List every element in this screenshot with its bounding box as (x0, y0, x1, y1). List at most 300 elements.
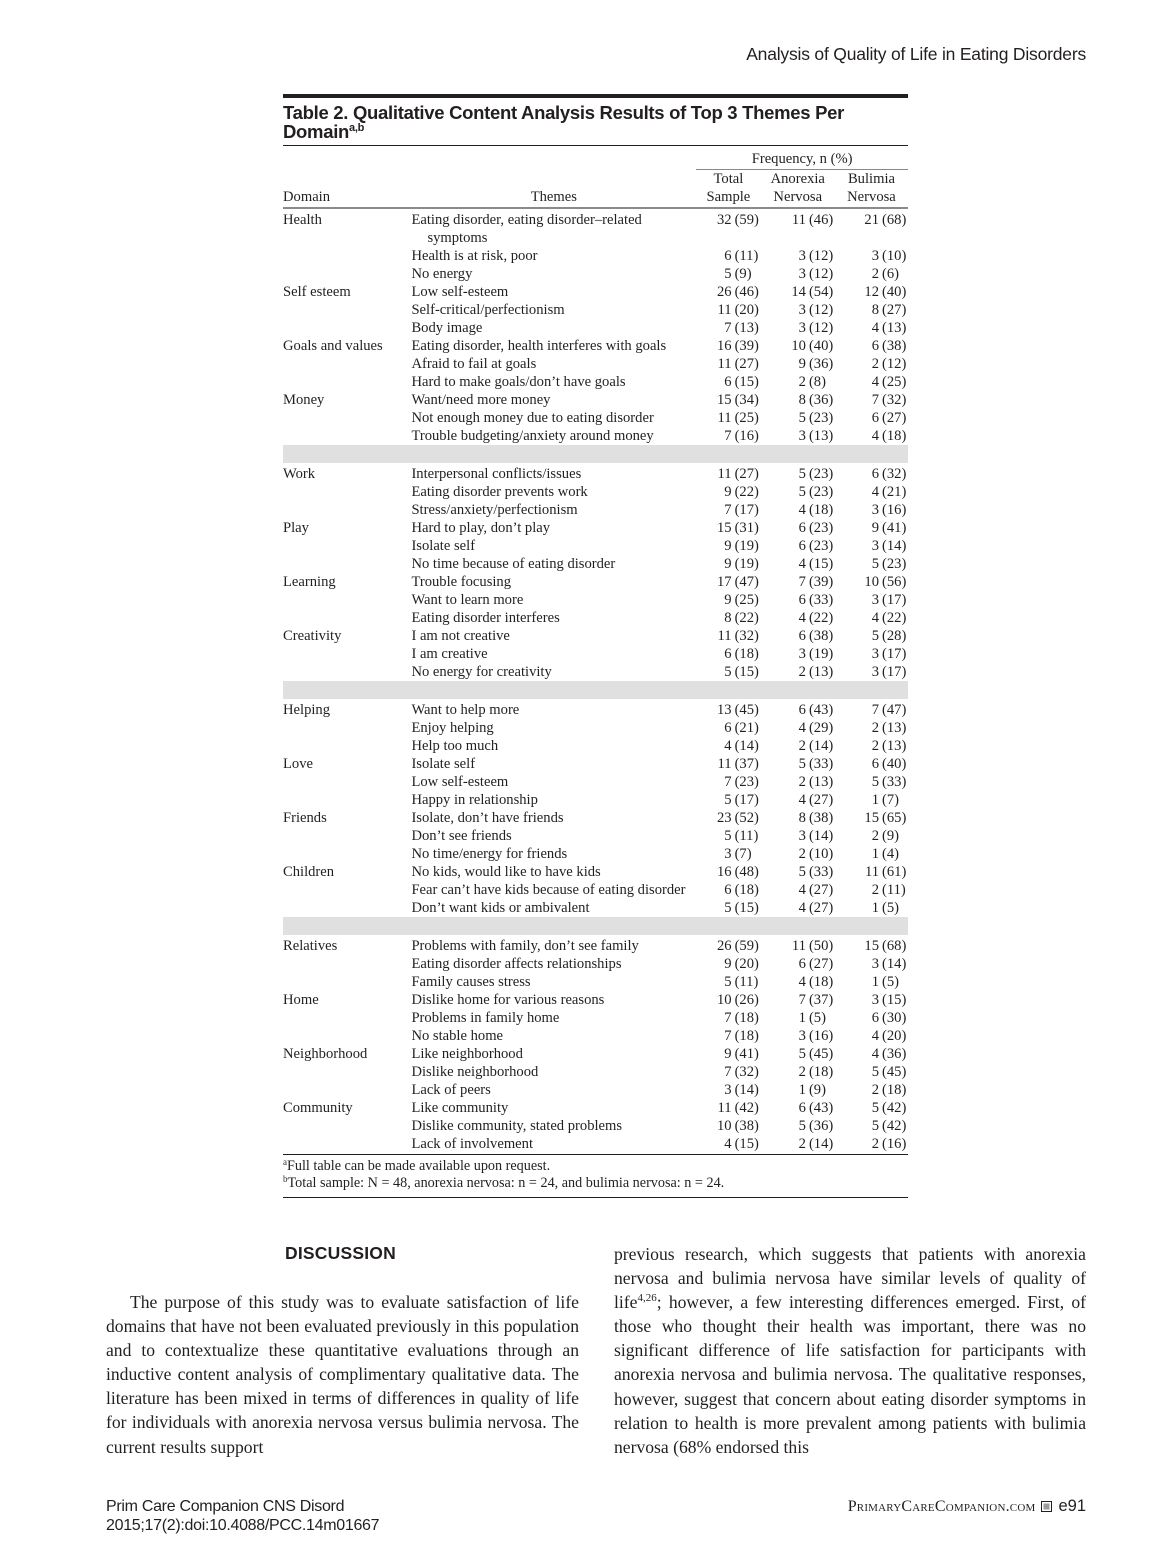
count: 7 (798, 574, 806, 590)
theme-text: Family causes stress (411, 974, 531, 990)
discussion-right-column (614, 1242, 1086, 1459)
percent: (56) (882, 574, 907, 590)
theme-cell (411, 519, 696, 537)
domain-cell (283, 955, 411, 973)
count: 6 (871, 1010, 879, 1026)
count: 15 (716, 392, 732, 408)
domain-cell (283, 1117, 411, 1135)
percent: (16) (882, 1136, 907, 1152)
count: 7 (724, 774, 732, 790)
count: 4 (798, 792, 806, 808)
note-text: Total sample: N = 48, anorexia nervosa: n = 24, and bulimia nervosa: n = 24. (287, 1175, 725, 1191)
count: 10 (716, 992, 732, 1008)
frequency-cell (835, 265, 908, 283)
frequency-cell (696, 208, 760, 247)
percent: (34) (734, 392, 759, 408)
count: 3 (798, 428, 806, 444)
count: 3 (871, 592, 879, 608)
theme-text: Don’t see friends (411, 828, 512, 844)
frequency-cell (696, 1117, 760, 1135)
count: 4 (798, 502, 806, 518)
table-row (283, 737, 908, 755)
count: 7 (724, 1010, 732, 1026)
theme-text: Isolate self (411, 538, 476, 554)
bulimia-header-line2: Nervosa (847, 189, 896, 205)
count: 11 (864, 864, 879, 880)
percent: (27) (808, 792, 834, 808)
frequency-cell (696, 555, 760, 573)
frequency-cell (696, 1045, 760, 1063)
percent: (10) (808, 846, 834, 862)
frequency-cell (835, 501, 908, 519)
frequency-cell (835, 955, 908, 973)
count: 6 (724, 882, 732, 898)
anorexia-header-line1: Anorexia (770, 171, 825, 187)
count: 4 (724, 738, 732, 754)
percent: (14) (808, 828, 834, 844)
count: 6 (871, 756, 879, 772)
domain-cell (283, 773, 411, 791)
count: 4 (798, 556, 806, 572)
theme-cell (411, 1063, 696, 1081)
count: 17 (716, 574, 732, 590)
domain-cell (283, 555, 411, 573)
frequency-cell (696, 283, 760, 301)
count: 4 (871, 1028, 879, 1044)
count: 5 (798, 484, 806, 500)
frequency-cell (761, 663, 835, 681)
count: 7 (724, 320, 732, 336)
theme-cell (411, 1099, 696, 1117)
count: 10 (716, 1118, 732, 1134)
frequency-cell (761, 755, 835, 773)
count: 7 (724, 502, 732, 518)
theme-text: Problems with family, don’t see family (411, 938, 639, 954)
table-note-b (283, 1175, 908, 1192)
frequency-cell (761, 519, 835, 537)
domain-cell (283, 1081, 411, 1099)
table-row (283, 537, 908, 555)
percent: (46) (808, 212, 834, 228)
frequency-cell (696, 483, 760, 501)
domain-cell (283, 483, 411, 501)
frequency-cell (696, 899, 760, 917)
anorexia-header (761, 170, 835, 209)
count: 3 (871, 956, 879, 972)
frequency-cell (696, 1009, 760, 1027)
table-row (283, 773, 908, 791)
percent: (39) (808, 574, 834, 590)
count: 11 (717, 356, 732, 372)
frequency-cell (835, 699, 908, 719)
theme-cell (411, 1009, 696, 1027)
percent: (18) (808, 974, 834, 990)
frequency-cell (761, 645, 835, 663)
domain-cell (283, 1063, 411, 1081)
percent: (36) (808, 392, 834, 408)
frequency-cell (696, 719, 760, 737)
percent: (27) (734, 356, 759, 372)
group-separator (283, 917, 908, 935)
percent: (11) (734, 974, 759, 990)
count: 5 (798, 864, 806, 880)
results-table (283, 146, 908, 1153)
percent: (19) (734, 538, 759, 554)
theme-cell (411, 483, 696, 501)
domain-cell: Goals and values (283, 338, 383, 354)
count: 21 (864, 212, 879, 228)
percent: (15) (734, 1136, 759, 1152)
frequency-cell (761, 1063, 835, 1081)
count: 5 (798, 466, 806, 482)
frequency-cell (835, 627, 908, 645)
domain-cell (283, 591, 411, 609)
theme-text: Want to help more (411, 702, 520, 718)
theme-text: Dislike neighborhood (411, 1064, 539, 1080)
table-row (283, 391, 908, 409)
count: 11 (717, 302, 732, 318)
note-mark: b (283, 1174, 288, 1184)
table-row (283, 265, 908, 283)
count: 3 (798, 646, 806, 662)
theme-text: Hard to make goals/don’t have goals (411, 374, 626, 390)
percent: (40) (882, 284, 907, 300)
domain-cell: Children (283, 864, 335, 880)
theme-text: Interpersonal conflicts/issues (411, 466, 582, 482)
theme-text: Want to learn more (411, 592, 524, 608)
percent: (12) (882, 356, 907, 372)
percent: (48) (734, 864, 759, 880)
count: 6 (871, 338, 879, 354)
domain-cell: Helping (283, 702, 331, 718)
percent: (27) (808, 956, 834, 972)
percent: (13) (882, 738, 907, 754)
percent: (20) (734, 302, 759, 318)
table-row (283, 791, 908, 809)
theme-cell (411, 319, 696, 337)
count: 3 (798, 1028, 806, 1044)
percent: (13) (882, 720, 907, 736)
table-row (283, 283, 908, 301)
frequency-cell (696, 1081, 760, 1099)
percent: (20) (734, 956, 759, 972)
theme-cell (411, 573, 696, 591)
theme-cell (411, 247, 696, 265)
total-header-line2: Sample (706, 189, 751, 205)
count: 5 (798, 756, 806, 772)
frequency-cell (835, 591, 908, 609)
frequency-cell (835, 791, 908, 809)
theme-cell (411, 208, 696, 247)
frequency-cell (696, 699, 760, 719)
count: 6 (798, 538, 806, 554)
theme-cell (411, 591, 696, 609)
table-row (283, 899, 908, 917)
percent: (14) (882, 956, 907, 972)
domain-cell (283, 791, 411, 809)
percent: (23) (734, 774, 759, 790)
theme-text: Like community (411, 1100, 509, 1116)
percent: (23) (808, 410, 834, 426)
count: 5 (724, 900, 732, 916)
frequency-cell (761, 208, 835, 247)
percent: (18) (734, 882, 759, 898)
frequency-cell (835, 1045, 908, 1063)
count: 2 (798, 774, 806, 790)
percent: (28) (882, 628, 907, 644)
bulimia-header (835, 170, 908, 209)
percent: (27) (808, 882, 834, 898)
table-notes (283, 1155, 908, 1198)
count: 6 (724, 720, 732, 736)
count: 5 (724, 664, 732, 680)
frequency-cell (835, 1009, 908, 1027)
frequency-cell (761, 247, 835, 265)
frequency-cell (835, 863, 908, 881)
frequency-cell (696, 1027, 760, 1045)
count: 9 (724, 592, 732, 608)
theme-cell (411, 463, 696, 483)
theme-cell (411, 609, 696, 627)
count: 3 (871, 664, 879, 680)
domain-cell (283, 737, 411, 755)
total-sample-header (696, 170, 760, 209)
count: 16 (716, 338, 732, 354)
frequency-cell (761, 1135, 835, 1153)
frequency-cell (835, 337, 908, 355)
theme-text: I am not creative (411, 628, 510, 644)
count: 11 (717, 466, 732, 482)
percent: (68) (882, 938, 907, 954)
count: 4 (798, 720, 806, 736)
frequency-cell (696, 845, 760, 863)
count: 9 (724, 956, 732, 972)
frequency-cell (696, 591, 760, 609)
footer-site-link[interactable]: PrimaryCareCompanion.com (847, 1498, 1036, 1515)
percent: (27) (808, 900, 834, 916)
theme-cell (411, 537, 696, 555)
table-row (283, 409, 908, 427)
domain-cell (283, 973, 411, 991)
count: 11 (717, 756, 732, 772)
count: 6 (724, 374, 732, 390)
frequency-cell (696, 373, 760, 391)
count: 3 (798, 828, 806, 844)
count: 26 (716, 938, 732, 954)
count: 15 (716, 520, 732, 536)
frequency-cell (761, 809, 835, 827)
table-row (283, 1009, 908, 1027)
frequency-cell (696, 1099, 760, 1117)
table-row (283, 247, 908, 265)
count: 3 (871, 646, 879, 662)
count: 11 (717, 1100, 732, 1116)
domain-cell: Community (283, 1100, 353, 1116)
frequency-cell (761, 1045, 835, 1063)
percent: (17) (734, 792, 759, 808)
frequency-cell (761, 409, 835, 427)
table-row (283, 699, 908, 719)
percent: (31) (734, 520, 759, 536)
percent: (22) (808, 610, 834, 626)
frequency-cell (696, 409, 760, 427)
count: 13 (716, 702, 732, 718)
frequency-cell (835, 573, 908, 591)
header-row-frequency (283, 146, 908, 170)
theme-text: Help too much (411, 738, 499, 754)
theme-text: Happy in relationship (411, 792, 538, 808)
count: 11 (717, 628, 732, 644)
frequency-cell (835, 737, 908, 755)
percent: (42) (882, 1118, 907, 1134)
frequency-cell (835, 973, 908, 991)
frequency-header: Frequency, n (%) (696, 146, 908, 170)
theme-cell (411, 373, 696, 391)
table-row (283, 319, 908, 337)
frequency-cell (761, 1009, 835, 1027)
frequency-cell (696, 809, 760, 827)
domain-cell (283, 319, 411, 337)
bulimia-header-line1: Bulimia (847, 171, 895, 187)
frequency-cell (696, 573, 760, 591)
domain-cell (283, 501, 411, 519)
theme-text: Don’t want kids or ambivalent (411, 900, 590, 916)
percent: (45) (808, 1046, 834, 1062)
count: 4 (871, 1046, 879, 1062)
percent: (50) (808, 938, 834, 954)
frequency-cell (835, 1027, 908, 1045)
theme-cell (411, 881, 696, 899)
theme-cell (411, 737, 696, 755)
table-row (283, 483, 908, 501)
count: 7 (724, 428, 732, 444)
count: 7 (871, 702, 879, 718)
count: 4 (798, 610, 806, 626)
table-row (283, 355, 908, 373)
theme-text: I am creative (411, 646, 488, 662)
percent: (14) (808, 1136, 834, 1152)
count: 10 (864, 574, 879, 590)
count: 32 (716, 212, 732, 228)
count: 26 (716, 284, 732, 300)
percent: (15) (734, 374, 759, 390)
percent: (32) (882, 466, 907, 482)
frequency-cell (761, 463, 835, 483)
frequency-cell (761, 265, 835, 283)
frequency-cell (761, 773, 835, 791)
theme-cell (411, 791, 696, 809)
frequency-cell (835, 755, 908, 773)
frequency-cell (761, 355, 835, 373)
percent: (42) (734, 1100, 759, 1116)
table-row (283, 991, 908, 1009)
table-row (283, 1027, 908, 1045)
frequency-cell (696, 391, 760, 409)
percent: (11) (882, 882, 906, 898)
domain-cell (283, 899, 411, 917)
theme-cell (411, 991, 696, 1009)
table-row (283, 373, 908, 391)
frequency-cell (835, 537, 908, 555)
percent: (33) (808, 592, 834, 608)
frequency-cell (835, 1081, 908, 1099)
theme-text: Trouble focusing (411, 574, 512, 590)
domain-cell (283, 1027, 411, 1045)
percent: (12) (808, 302, 834, 318)
percent: (11) (734, 828, 759, 844)
count: 1 (871, 846, 879, 862)
count: 2 (871, 1136, 879, 1152)
discussion-heading: DISCUSSION (285, 1243, 396, 1263)
domain-cell (283, 537, 411, 555)
percent: (26) (734, 992, 759, 1008)
percent: (32) (734, 1064, 759, 1080)
percent: (25) (734, 410, 759, 426)
percent: (38) (734, 1118, 759, 1134)
count: 5 (798, 1046, 806, 1062)
percent: (41) (882, 520, 907, 536)
theme-text: Dislike community, stated problems (411, 1118, 623, 1134)
frequency-cell (835, 247, 908, 265)
percent: (18) (808, 502, 834, 518)
count: 2 (798, 738, 806, 754)
frequency-cell (835, 1117, 908, 1135)
table-row (283, 863, 908, 881)
count: 11 (791, 938, 806, 954)
theme-cell (411, 719, 696, 737)
frequency-cell (761, 973, 835, 991)
frequency-cell (835, 773, 908, 791)
count: 5 (724, 828, 732, 844)
domain-cell (283, 663, 411, 681)
percent: (39) (734, 338, 759, 354)
frequency-cell (761, 1081, 835, 1099)
table-row (283, 973, 908, 991)
percent: (6) (882, 266, 900, 282)
count: 9 (724, 1046, 732, 1062)
domain-cell: Learning (283, 574, 336, 590)
percent: (11) (734, 248, 759, 264)
percent: (9) (734, 266, 752, 282)
domain-cell: Money (283, 392, 325, 408)
percent: (19) (808, 646, 834, 662)
domain-cell: Creativity (283, 628, 342, 644)
count: 6 (724, 646, 732, 662)
percent: (21) (734, 720, 759, 736)
total-header-line1: Total (713, 171, 744, 187)
domain-cell: Play (283, 520, 309, 536)
count: 11 (717, 410, 732, 426)
percent: (19) (734, 556, 759, 572)
percent: (27) (734, 466, 759, 482)
count: 2 (798, 1136, 806, 1152)
theme-text: Afraid to fail at goals (411, 356, 537, 372)
percent: (15) (734, 900, 759, 916)
count: 5 (871, 1118, 879, 1134)
count: 5 (871, 1100, 879, 1116)
frequency-cell (835, 483, 908, 501)
frequency-cell (696, 501, 760, 519)
percent: (15) (808, 556, 834, 572)
domain-cell (283, 355, 411, 373)
frequency-cell (835, 609, 908, 627)
count: 5 (871, 774, 879, 790)
theme-cell (411, 935, 696, 955)
frequency-cell (835, 319, 908, 337)
domain-cell (283, 373, 411, 391)
frequency-cell (835, 845, 908, 863)
count: 2 (871, 738, 879, 754)
